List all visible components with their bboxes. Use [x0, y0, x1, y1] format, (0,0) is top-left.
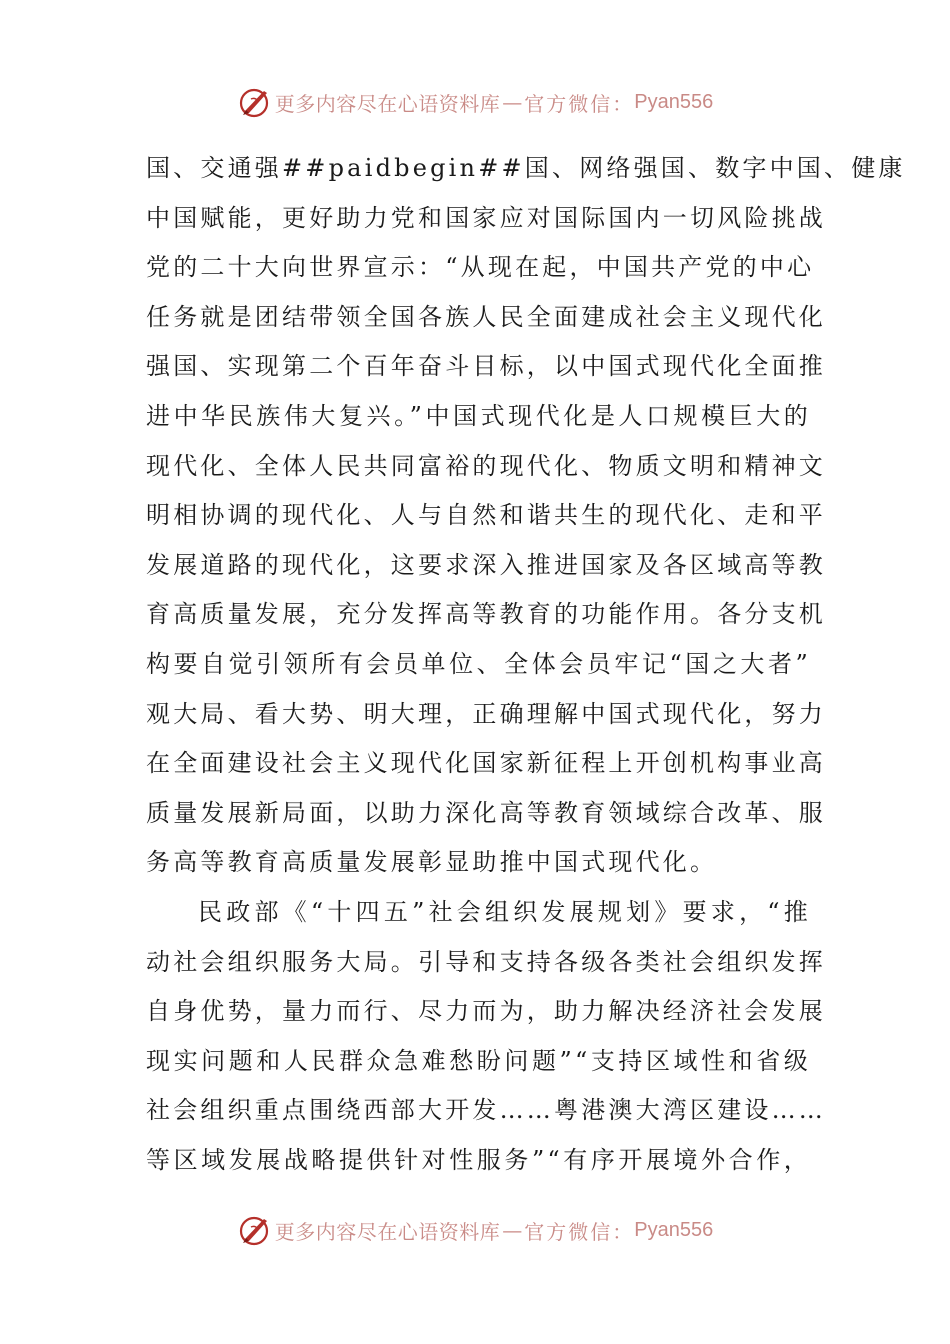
text-line: 务高等教育高质量发展彰显助推中国式现代化。 — [146, 848, 718, 877]
paragraph-2 — [146, 888, 826, 1186]
text-line: 社会组织重点围绕西部大开发……粤港澳大湾区建设…… — [146, 1096, 826, 1125]
text-line: 现代化、全体人民共同富裕的现代化、物质文明和精神文 — [146, 451, 826, 480]
text-line: 发展道路的现代化，这要求深入推进国家及各区域高等教 — [146, 550, 826, 579]
text-line: 自身优势，量力而行、尽力而为，助力解决经济社会发展 — [146, 997, 826, 1026]
pen-circle-icon — [237, 85, 271, 119]
text-line: 等区域发展战略提供针对性服务”“有序开展境外合作， — [146, 1145, 811, 1174]
header-wechat-id: Pyan556 — [634, 90, 714, 113]
text-line: 任务就是团结带领全国各族人民全面建成社会主义现代化 — [146, 302, 826, 331]
footer-title: 更多内容尽在心语资料库 — [274, 1219, 501, 1244]
header-dash: — — [502, 90, 523, 114]
footer-wechat-label: 官方微信： — [524, 1219, 635, 1244]
text-line: 进中华民族伟大复兴。”中国式现代化是人口规模巨大的 — [146, 401, 811, 430]
header-banner — [0, 82, 950, 122]
text-line: 强国、实现第二个百年奋斗目标，以中国式现代化全面推 — [146, 352, 826, 381]
text-line: 明相协调的现代化、人与自然和谐共生的现代化、走和平 — [146, 501, 826, 530]
header-title: 更多内容尽在心语资料库 — [274, 91, 501, 116]
text-line: 现实问题和人民群众急难愁盼问题”“支持区域性和省级 — [146, 1046, 811, 1075]
header-wechat-label: 官方微信： — [524, 91, 635, 116]
text-line: 质量发展新局面，以助力深化高等教育领域综合改革、服 — [146, 798, 826, 827]
text-line: 在全面建设社会主义现代化国家新征程上开创机构事业高 — [146, 749, 826, 778]
footer-wechat-id: Pyan556 — [634, 1218, 714, 1241]
text-line: 民政部《“十四五”社会组织发展规划》要求，“推 — [198, 897, 811, 926]
paragraph-1 — [146, 144, 906, 888]
text-line: 国、交通强##paidbegin##国、网络强国、数字中国、健康 — [146, 154, 906, 182]
footer-dash: — — [502, 1218, 523, 1242]
text-line: 育高质量发展，充分发挥高等教育的功能作用。各分支机 — [146, 600, 826, 629]
pen-circle-icon — [237, 1213, 271, 1247]
text-line: 构要自觉引领所有会员单位、全体会员牢记“国之大者” — [146, 649, 811, 678]
text-line: 观大局、看大势、明大理，正确理解中国式现代化，努力 — [146, 699, 826, 728]
document-body — [146, 144, 906, 1185]
text-line: 党的二十大向世界宣示：“从现在起，中国共产党的中心 — [146, 253, 815, 282]
text-line: 动社会组织服务大局。引导和支持各级各类社会组织发挥 — [146, 947, 826, 976]
text-line: 中国赋能，更好助力党和国家应对国际国内一切风险挑战 — [146, 203, 826, 232]
footer-banner — [0, 1210, 950, 1250]
